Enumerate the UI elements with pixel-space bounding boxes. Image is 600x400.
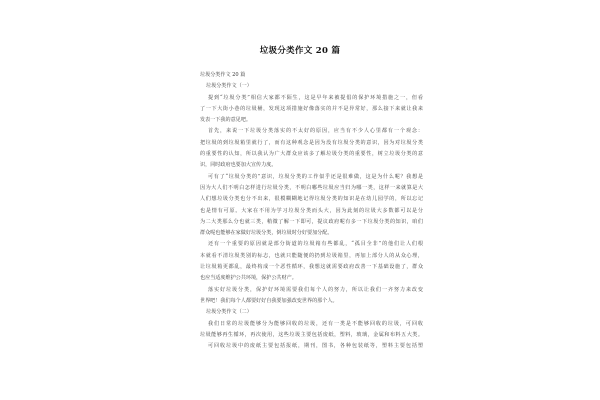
- paragraph-line: 也是情有可原。大家在不用为学习垃圾分类而头大，因为此刻的垃圾大多数都可以是分: [200, 207, 423, 214]
- paragraph-line: 人们想垃圾分类也分不出来，很模糊糊地记得垃圾分类的知识是在幼儿园学的，所以忘记: [200, 196, 423, 203]
- paragraph-line: 因为大人们不明白怎样进行垃圾分类，不明白哪些垃圾应当归为哪一类，这样一来就算是大: [200, 184, 423, 191]
- paragraph-line: 为二大类那么分也就三类，稍微了解一下即可，提议政府呢有多一下垃圾分类的知识，咱们: [200, 218, 423, 225]
- paragraph-line: 我们日常的垃圾能够分为能够回收的垃圾，还有一类是不能够回收的垃圾，可回收: [208, 320, 423, 327]
- paragraph-line: 首先，来说一下垃圾分类落实的不太好的原因，应当有不少人心里都有一个观念：: [208, 128, 423, 135]
- paragraph-line: 世界吧！我们每个人都要好好自我要加强改变世界的那个人。: [200, 297, 338, 304]
- paragraph-line: 让垃圾箱更都乱，最终构成一个恶性循环，我想这就需要政府改善一下基础设施了，群众: [200, 264, 423, 271]
- paragraph-line: 识，同时政府也要加大宣传力度。: [200, 162, 277, 169]
- paragraph-line: 垃圾能够再生循环，再次使用，这些垃圾主要包括废纸，塑料，玻璃，金属和布料五大类。: [200, 331, 423, 338]
- paragraph-line: 还有一个重要的原因就是部分街道的垃圾箱有些都乱，“孤目全非”的他们让人们根: [208, 241, 423, 248]
- document-title: 垃圾分类作文 20 篇: [259, 46, 341, 56]
- paragraph-line: 提到“垃圾分类”相信大家都不陌生，这是早年来被提倡的保护环境措施之一，但看: [208, 94, 423, 101]
- paragraph-line: 把垃圾的到垃圾箱里就行了，而有这种观念是因为没有垃圾分类的意识，因为对垃圾分类: [200, 139, 423, 146]
- paragraph-line: 可有了“垃圾分类的”意识，垃圾分类的工作似乎还是很难做，这是为什么呢？我想是: [208, 173, 423, 180]
- document-body: [200, 70, 423, 352]
- section-heading: 垃圾分类作文（一）: [206, 83, 252, 90]
- paragraph-line: 了一下大街小巷的垃圾桶，发现这项措施好像落实的并不是异常好，那么接下来就让我来: [200, 105, 423, 112]
- paragraph-line: 落实好垃圾分类，保护好环境需要我们每个人的努力，所以让我们一齐努力来改变: [208, 286, 423, 293]
- paragraph-line: 的重要性的认知，所以我认为广大群众应该多了解垃圾分类的重要性，树立垃圾分类的意: [200, 151, 423, 158]
- document-subtitle: 垃圾分类作文 20 篇: [200, 72, 246, 78]
- paragraph-line: 群众呢也能够在家做好垃圾分类，倒垃圾时分好要加分配。: [200, 230, 333, 237]
- paragraph-line: 本就看不清垃圾类别的标志，也就只能随便的扔到垃圾箱里，再加上部分人的从众心理，: [200, 252, 423, 259]
- paragraph-line: 发表一下我的意见吧。: [200, 117, 251, 124]
- paragraph-line: 可回收垃圾中的废纸主要包括报纸，期刊，图书，各种包装纸等，塑料主要包括塑: [208, 343, 423, 350]
- section-heading: 垃圾分类作文（二）: [206, 309, 252, 316]
- paragraph-line: 也应当适度维护公共环境，保护公共财产。: [200, 275, 297, 282]
